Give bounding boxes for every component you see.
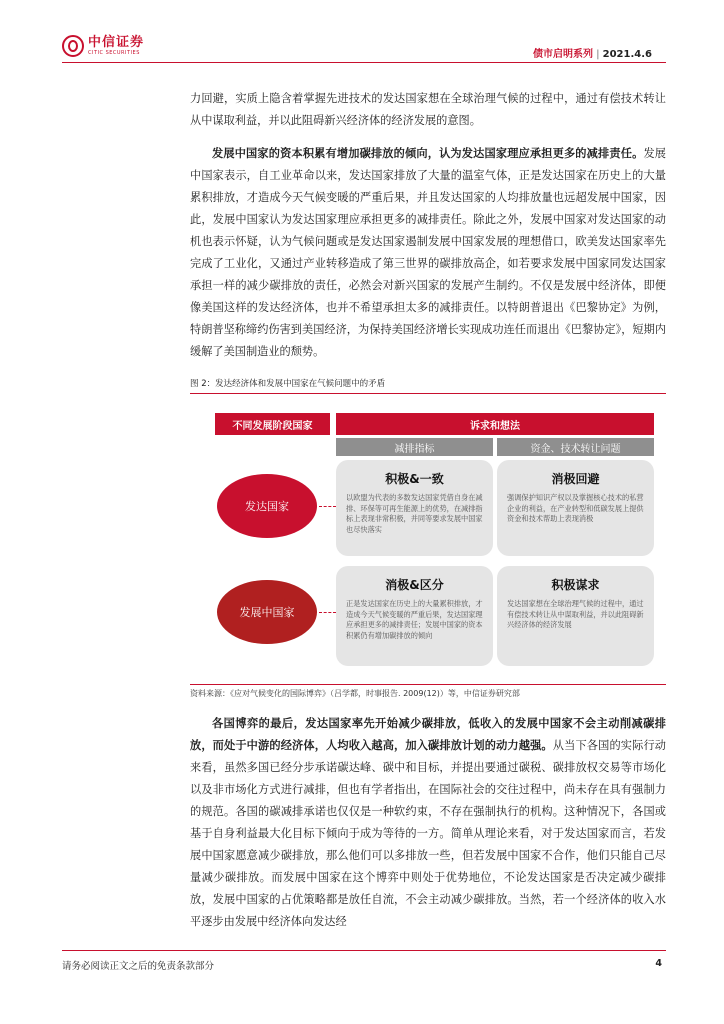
paragraph-1: 力回避，实质上隐含着掌握先进技术的发达国家想在全球治理气候的过程中，通过有偿技术转让从中谋取利益，并以此阻碍新兴经济体的经济发展的意图。 [190, 92, 666, 127]
box3-title: 消极&区分 [385, 578, 444, 592]
figure-diagram [215, 410, 655, 678]
page-number: 4 [655, 958, 662, 969]
connector-row2 [319, 612, 336, 613]
paragraph-3-lead: 各国博弈的最后，发达国家率先开始减少碳排放，低收入的发展中国家不会主动削减碳排放，而处于中游的经济体，人均收入越高，加入碳排放计划的动力越强。 [190, 717, 666, 752]
paragraph-2 [190, 143, 666, 363]
paragraph-2-lead: 发展中国家的资本积累有增加碳排放的倾向，认为发达国家理应承担更多的减排责任。 [212, 147, 644, 160]
box4-body: 发达国家想在全球治理气候的过程中，通过有偿技术转让从中谋取利益，并以此阻碍新兴经济体的经济发展 [507, 599, 644, 629]
figure-top-rule [190, 393, 666, 394]
box-developing-emission [336, 566, 493, 666]
developing-country-label: 发展中国家 [217, 580, 317, 644]
logo-cn-text: 中信证券 [88, 35, 145, 50]
box1-title: 积极&一致 [385, 472, 444, 486]
box3-body: 正是发达国家在历史上的大量累积排放，才造成今天气候变暖的严重后果，发达国家理应承担更多的减排责任；发展中国家的资本积累仍有增加碳排放的倾向 [346, 599, 483, 640]
box-developed-emission [336, 460, 493, 556]
logo-en-text: CITIC SECURITIES [88, 50, 140, 56]
box-developed-funding [497, 460, 654, 556]
report-date: 2021.4.6 [602, 49, 652, 60]
box4-title: 积极谋求 [551, 578, 600, 592]
footer-divider [62, 950, 666, 951]
series-name: 债市启明系列 [532, 49, 593, 60]
connector-row1 [319, 506, 336, 507]
figure-bottom-rule [190, 684, 666, 685]
paragraph-2-body: 发展中国家表示，自工业革命以来，发达国家排放了大量的温室气体，正是发达国家在历史上的大量累积排放，才造成今天气候变暖的严重后果，并且发达国家的人均排放量也远超发展中国家，因此，发展中国家认为发达国家理应承担更多的减排责任。除此之外，发展中国家对发达国家的动机也表示怀疑，认为气候问题或是发达国家遏制发展中国家发展的理想借口，欧美发达国家率先完成了工业化，又通过产业转移造成了第三世界的碳排放高企，如若要求发展中国家同发达国家承担一样的减少碳排放的责任，必然会对新兴国家的发展产生制约。不仅是发展中经济体，即便像美国这样的发达经济体，也并不希望承担太多的减排责任。以特朗普退出《巴黎协定》为例，特朗普坚称缔约伤害到美国经济，为保持美国经济增长实现成功连任而退出《巴黎协定》，短期内缓解了美国制造业的颓势。 [190, 147, 666, 358]
box2-title: 消极回避 [551, 472, 600, 486]
header-separator: | [595, 49, 600, 60]
brand-logo [62, 35, 144, 57]
figure-title: 图 2：发达经济体和发展中国家在气候问题中的矛盾 [190, 379, 386, 389]
header-left-bar: 不同发展阶段国家 [215, 413, 330, 435]
box-developing-funding [497, 566, 654, 666]
paragraph-3 [190, 713, 666, 933]
developed-country-label: 发达国家 [217, 474, 317, 538]
footer-disclaimer: 请务必阅读正文之后的免责条款部分 [62, 961, 215, 972]
citic-logo-icon [62, 35, 84, 57]
header-divider [62, 62, 666, 63]
sub-header-funding: 资金、技术转让问题 [497, 438, 654, 456]
header-right-bar: 诉求和想法 [336, 413, 654, 435]
box1-body: 以欧盟为代表的多数发达国家凭借自身在减排、环保等可再生能源上的优势，在减排指标上表现非常积极，并同等要求发展中国家也尽快落实 [346, 493, 483, 534]
sub-header-emission: 减排指标 [336, 438, 493, 456]
header-meta [533, 45, 652, 60]
paragraph-3-body: 从当下各国的实际行动来看，虽然多国已经分步承诺碳达峰、碳中和目标，并提出要通过碳税、碳排放权交易等市场化以及非市场化方式进行减排，但也有学者指出，在国际社会的交往过程中，尚未存在具有强制力的规范。各国的碳减排承诺也仅仅是一种软约束，不存在强制执行的机构。这种情况下，各国或基于自身利益最大化目标下倾向于成为等待的一方。简单从理论来看，对于发达国家而言，若发展中国家愿意减少碳排放，那么他们可以多排放一些，但若发展中国家不合作，他们只能自己尽量减少碳排放。而发展中国家在这个博弈中则处于优势地位，不论发达国家是否决定减少碳排放，发展中国家的占优策略都是放任自流，不会主动减少碳排放。当然，若一个经济体的收入水平逐步由发展中经济体向发达经 [190, 739, 666, 928]
box2-body: 强调保护知识产权以及掌握核心技术的私营企业的利益，在产业转型和低碳发展上提供资金和技术帮助上表现消极 [507, 493, 644, 523]
figure-source: 资料来源：《应对气候变化的国际博弈》（吕学都，时事报告. 2009(12)）等，中信证券研究部 [190, 689, 520, 698]
